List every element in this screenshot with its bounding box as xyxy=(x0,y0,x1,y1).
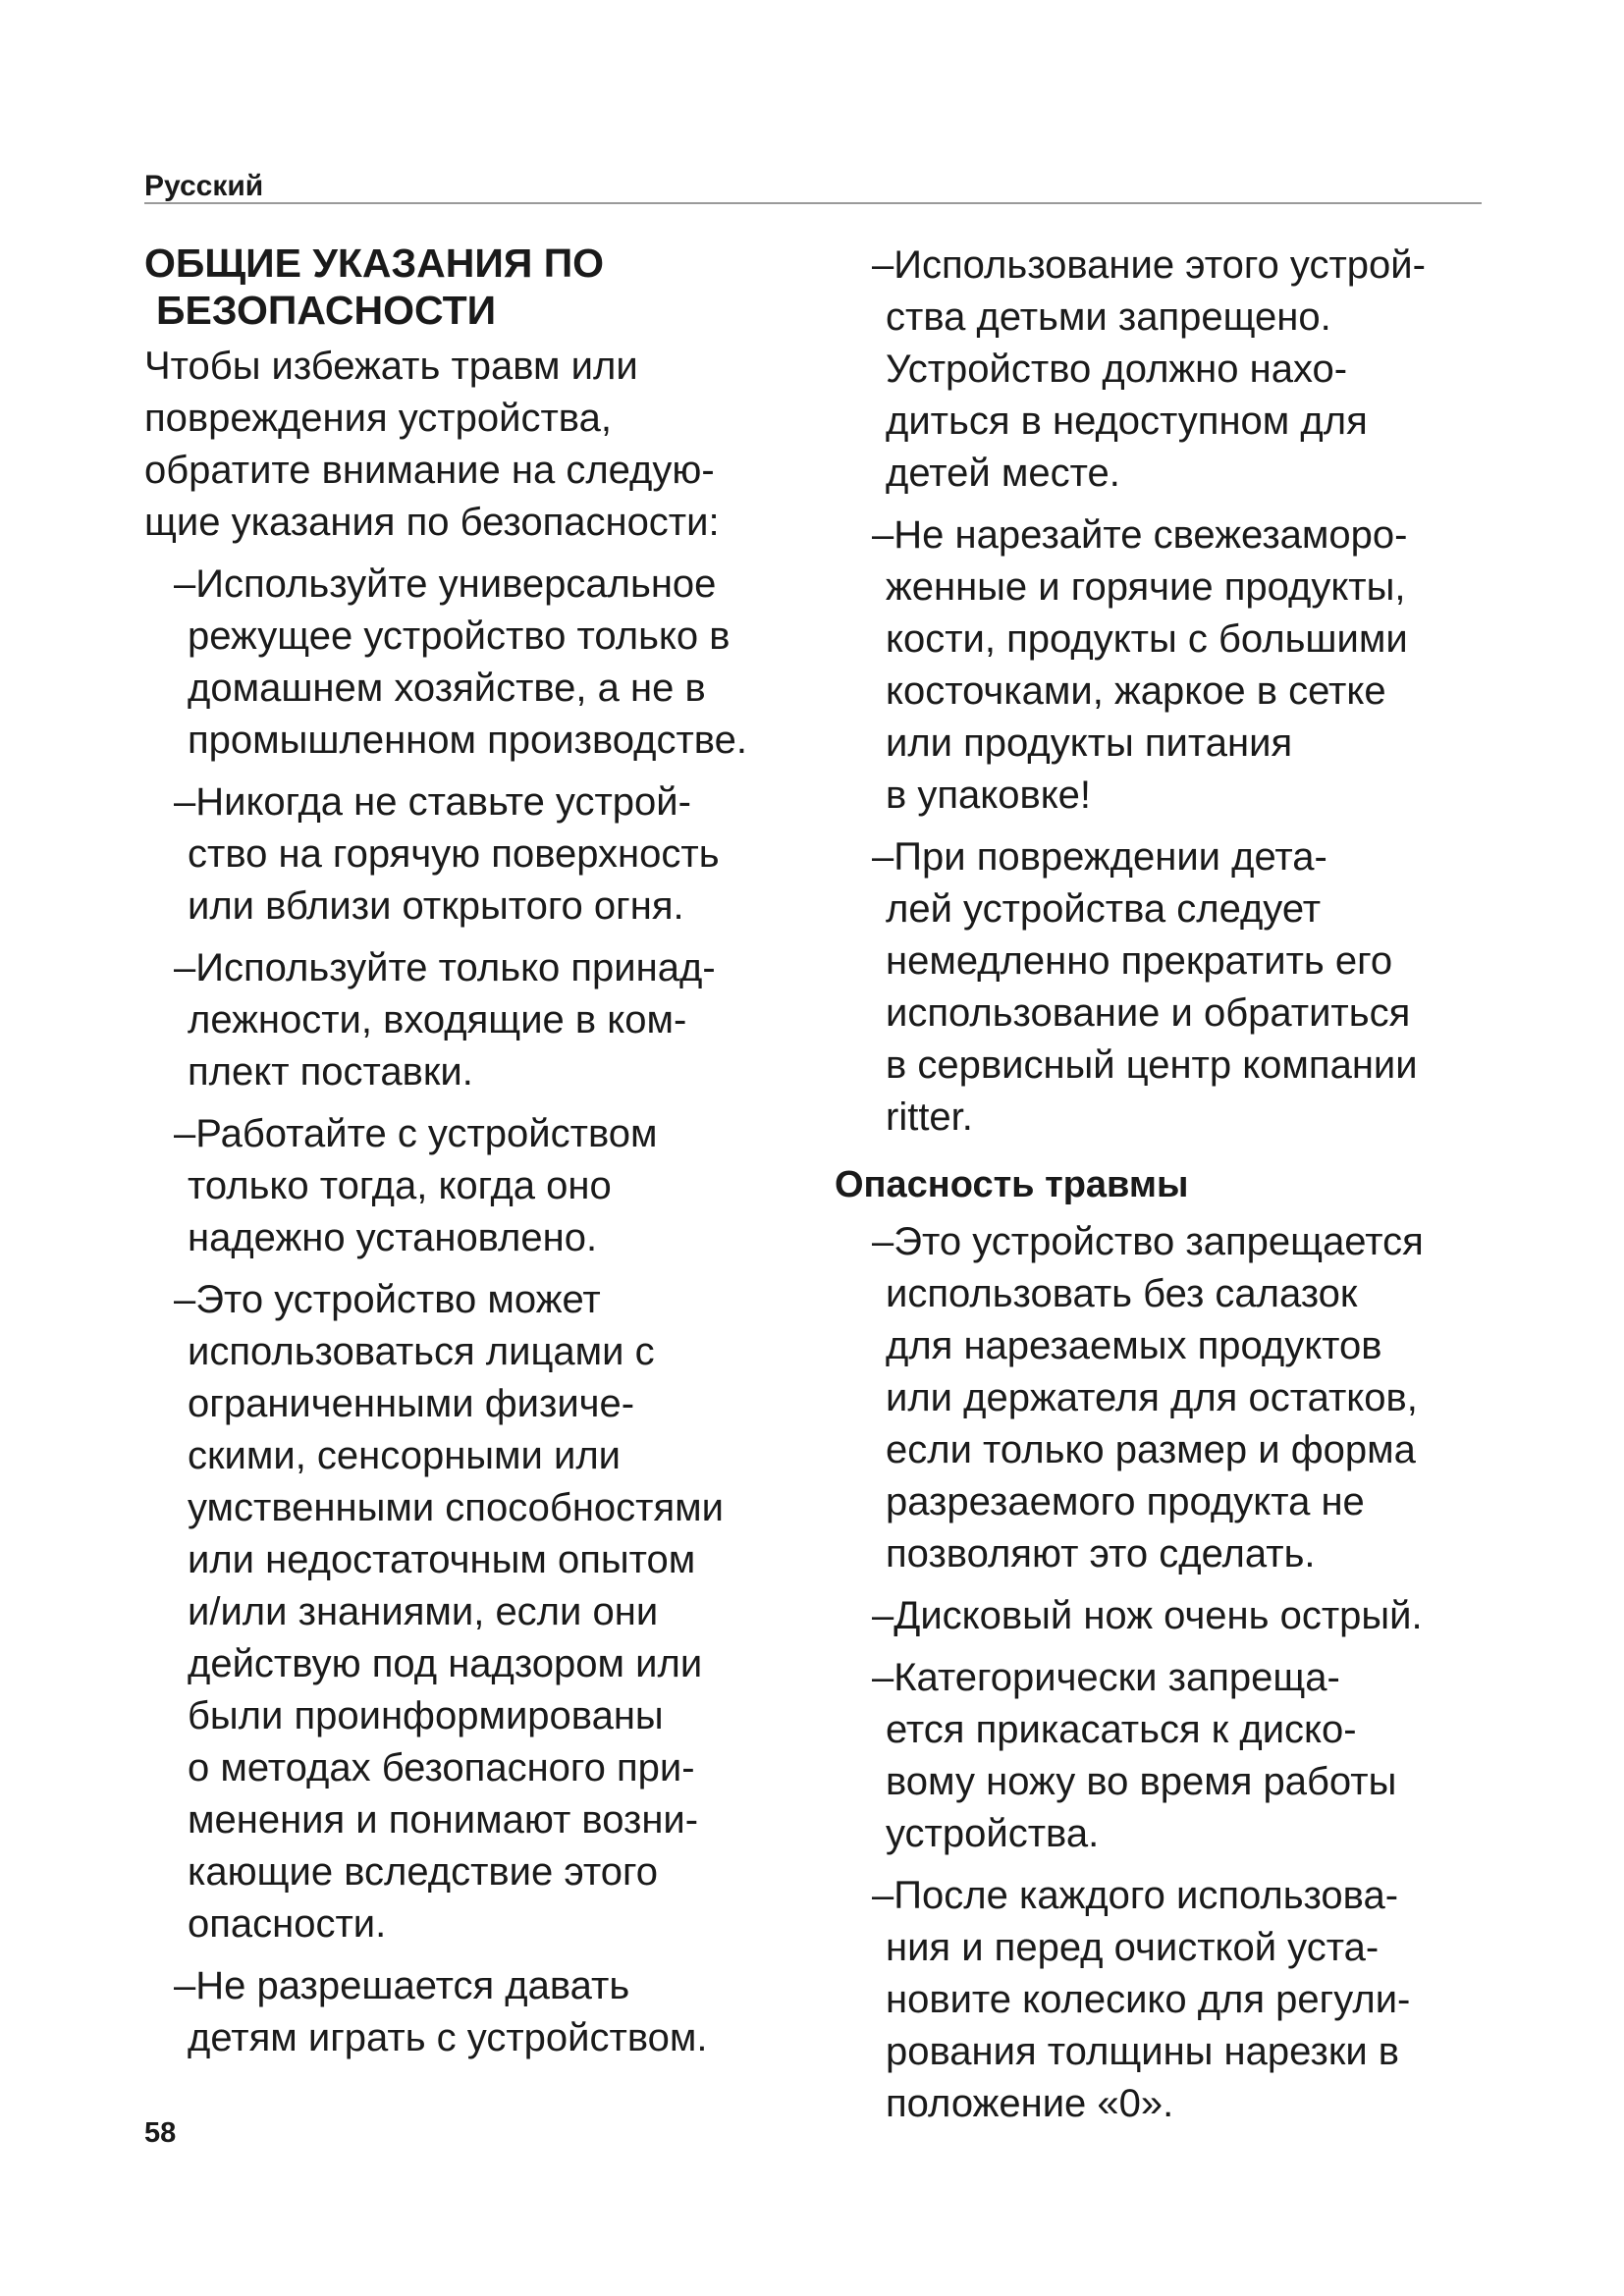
list-item-line: –Использование этого устрой- xyxy=(872,243,1426,287)
list-item-line: немедленно прекратить его xyxy=(886,939,1393,983)
list-item xyxy=(174,559,822,767)
injury-hazard-heading: Опасность травмы xyxy=(835,1164,1189,1205)
list-item-line: ства детьми запрещено. xyxy=(886,295,1331,339)
list-item-line: опасности. xyxy=(188,1902,387,1946)
list-item-line: ограниченными физиче- xyxy=(188,1382,635,1425)
list-item-line: действую под надзором или xyxy=(188,1642,703,1685)
list-item-line: –Категорически запреща- xyxy=(872,1656,1340,1699)
intro-paragraph xyxy=(144,341,822,549)
list-item-line: если только размер и форма xyxy=(886,1428,1416,1471)
list-item-line: разрезаемого продукта не xyxy=(886,1480,1365,1523)
list-item xyxy=(872,831,1492,1144)
injury-hazard-list xyxy=(835,1216,1492,2130)
section-title-line: ОБЩИЕ УКАЗАНИЯ ПО xyxy=(144,240,605,286)
list-item-line: умственными способностями xyxy=(188,1486,724,1529)
list-item-line: были проинформированы xyxy=(188,1694,664,1737)
list-item xyxy=(872,509,1492,822)
list-item-line: ния и перед очисткой уста- xyxy=(886,1926,1380,1969)
list-item-line: и/или знаниями, если они xyxy=(188,1590,659,1633)
list-item-line: диться в недоступном для xyxy=(886,400,1368,443)
list-item-line: косточками, жаркое в сетке xyxy=(886,669,1386,713)
right-column xyxy=(835,240,1492,2140)
list-item-line: скими, сенсорными или xyxy=(188,1434,622,1477)
header-divider xyxy=(144,202,1482,204)
list-item-line: только тогда, когда оно xyxy=(188,1164,612,1207)
list-item xyxy=(872,1216,1492,1580)
list-item-line: –Работайте с устройством xyxy=(174,1112,658,1155)
list-item-line: плект поставки. xyxy=(188,1050,473,1094)
list-item xyxy=(872,1870,1492,2130)
list-item-line: домашнем хозяйстве, а не в xyxy=(188,667,706,710)
list-item-line: или держателя для остатков, xyxy=(886,1376,1418,1419)
list-item-line: использование и обратиться xyxy=(886,991,1411,1035)
list-item-line: надежно установлено. xyxy=(188,1216,598,1259)
list-item-line: –Это устройство может xyxy=(174,1278,601,1321)
list-item xyxy=(872,1652,1492,1860)
list-item-line: детей месте. xyxy=(886,452,1120,495)
list-item-line: ется прикасаться к диско- xyxy=(886,1708,1357,1751)
list-item xyxy=(174,1108,822,1264)
safety-list xyxy=(835,240,1492,1144)
list-item xyxy=(174,1274,822,1950)
list-item-line: детям играть с устройством. xyxy=(188,2016,708,2059)
list-item-line: кающие вследствие этого xyxy=(188,1850,658,1894)
intro-line: щие указания по безопасности: xyxy=(144,501,720,544)
page-number: 58 xyxy=(144,2117,177,2149)
list-item xyxy=(174,942,822,1098)
list-item-line: вому ножу во время работы xyxy=(886,1760,1397,1803)
list-item-line: кости, продукты с большими xyxy=(886,617,1408,661)
list-item-line: режущее устройство только в xyxy=(188,614,731,658)
list-item-line: или вблизи открытого огня. xyxy=(188,884,684,928)
list-item xyxy=(174,776,822,933)
left-column xyxy=(144,240,822,2074)
list-item-line: лежности, входящие в ком- xyxy=(188,998,687,1041)
list-item-line: –Это устройство запрещается xyxy=(872,1220,1424,1263)
list-item-line: промышленном производстве. xyxy=(188,719,747,762)
list-item-line: или недостаточным опытом xyxy=(188,1538,696,1581)
list-item-line: ство на горячую поверхность xyxy=(188,832,720,876)
list-item-line: –Не разрешается давать xyxy=(174,1964,630,2007)
list-item-line: ritter. xyxy=(886,1095,973,1139)
list-item-line: позволяют это сделать. xyxy=(886,1532,1316,1575)
list-item-line: новите колесико для регули- xyxy=(886,1978,1411,2021)
list-item-line: –Не нарезайте свежезаморо- xyxy=(872,513,1408,557)
safety-list xyxy=(144,559,822,2064)
list-item xyxy=(872,240,1492,500)
list-item-line: –Используйте универсальное xyxy=(174,562,717,606)
list-item-line: о методах безопасного при- xyxy=(188,1746,695,1789)
list-item-line: –Никогда не ставьте устрой- xyxy=(174,780,691,824)
list-item-line: в упаковке! xyxy=(886,774,1092,817)
list-item-line: или продукты питания xyxy=(886,721,1293,765)
intro-line: обратите внимание на следую- xyxy=(144,449,715,492)
list-item-line: лей устройства следует xyxy=(886,887,1322,931)
list-item-line: в сервисный центр компании xyxy=(886,1043,1418,1087)
list-item-line: устройства. xyxy=(886,1812,1100,1855)
list-item xyxy=(174,1960,822,2064)
intro-line: Чтобы избежать травм или xyxy=(144,345,638,388)
list-item-line: для нарезаемых продуктов xyxy=(886,1324,1382,1367)
list-item-line: –Дисковый нож очень острый. xyxy=(872,1594,1423,1637)
list-item xyxy=(872,1590,1492,1642)
intro-line: повреждения устройства, xyxy=(144,397,612,440)
list-item-line: Устройство должно нахо- xyxy=(886,347,1348,391)
list-item-line: –При повреждении дета- xyxy=(872,835,1327,879)
section-title xyxy=(144,240,822,334)
list-item-line: положение «0». xyxy=(886,2082,1174,2125)
list-item-line: менения и понимают возни- xyxy=(188,1798,699,1842)
list-item-line: –Используйте только принад- xyxy=(174,946,716,989)
list-item-line: рования толщины нарезки в xyxy=(886,2030,1400,2073)
list-item-line: использоваться лицами с xyxy=(188,1330,655,1373)
list-item-line: женные и горячие продукты, xyxy=(886,565,1406,609)
list-item-line: –После каждого использова- xyxy=(872,1874,1399,1917)
page-language-label: Русский xyxy=(144,170,264,202)
section-title-line: БЕЗОПАСНОСТИ xyxy=(156,288,497,333)
list-item-line: использовать без салазок xyxy=(886,1272,1358,1315)
